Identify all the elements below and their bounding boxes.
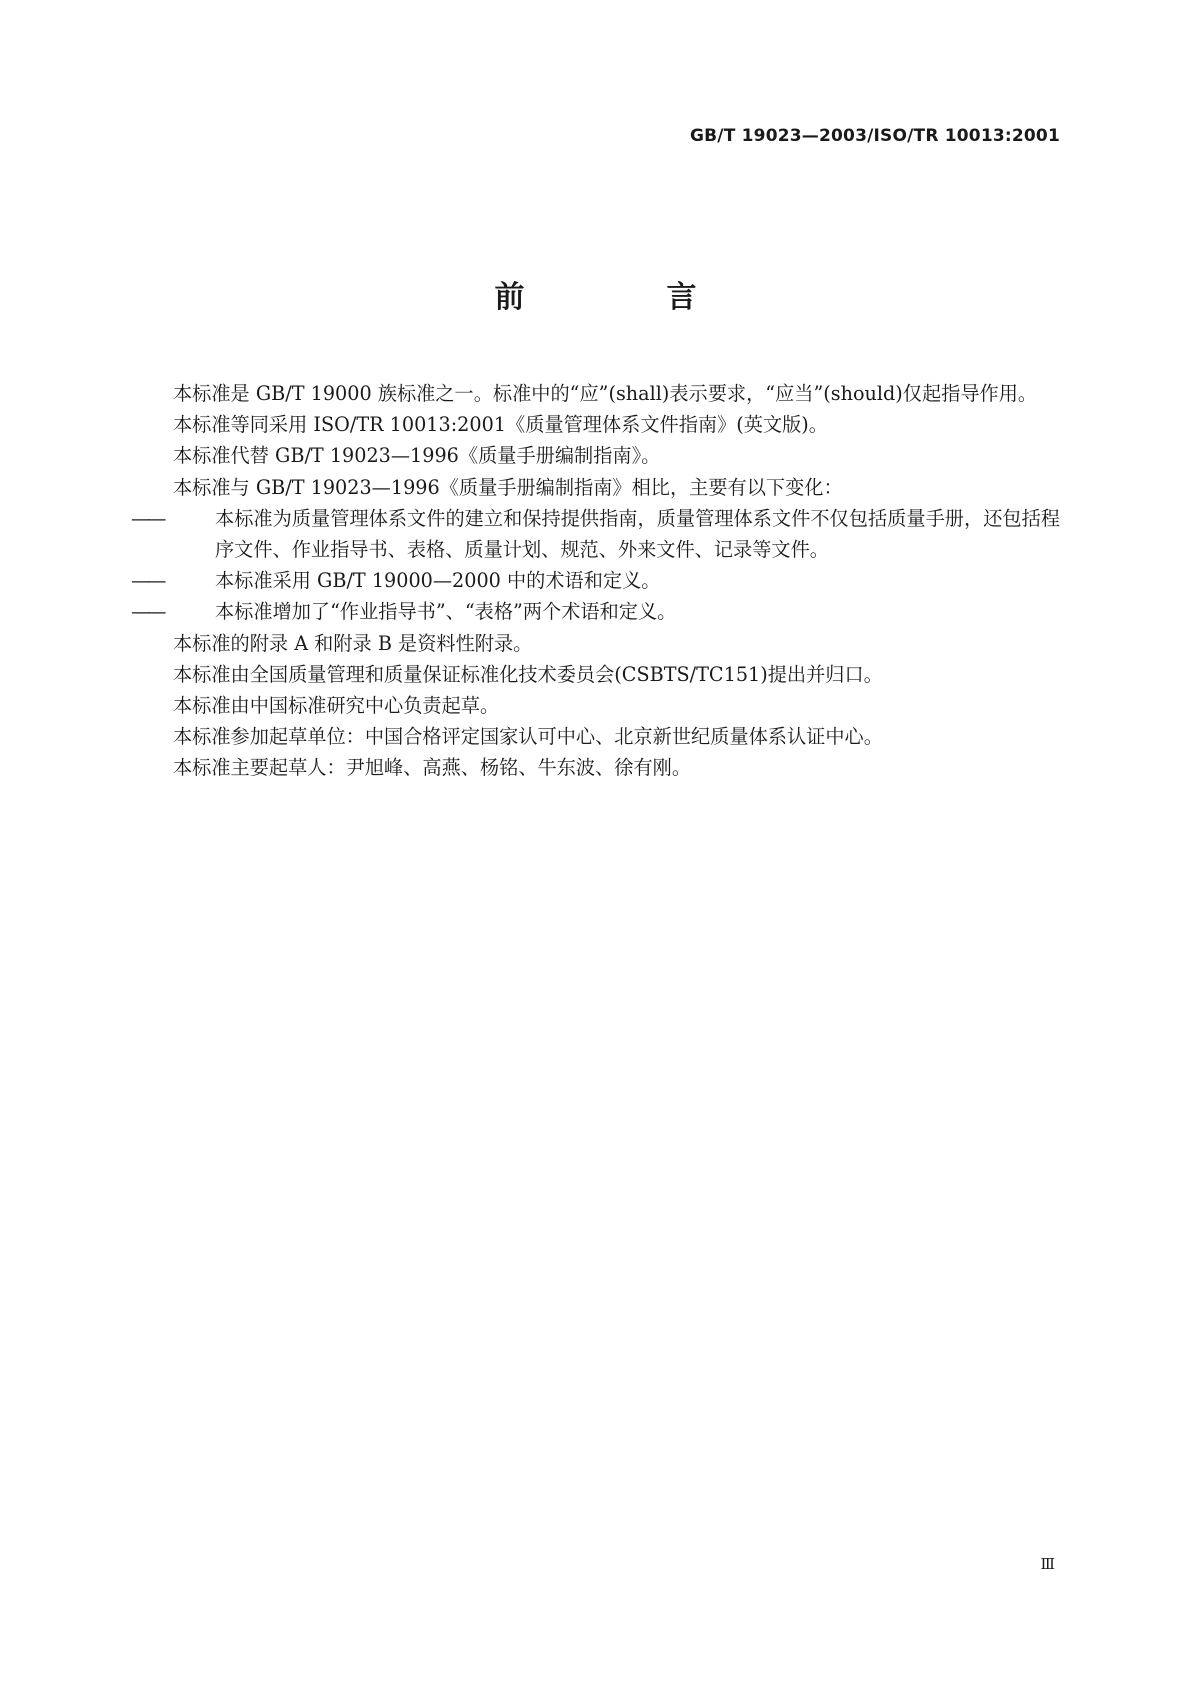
page-title: 前 言 (494, 280, 753, 315)
change-text: 本标准增加了“作业指导书”、“表格”两个术语和定义。 (215, 600, 677, 624)
paragraph-replacement: 本标准代替 GB/T 19023—1996《质量手册编制指南》。 (173, 444, 661, 468)
dash-marker: —— (131, 569, 164, 593)
dash-marker: —— (131, 506, 164, 530)
change-text: 本标准为质量管理体系文件的建立和保持提供指南，质量管理体系文件不仅包括质量手册，还包括程序文件、作业指导书、表格、质量计划、规范、外来文件、记录等文件。 (215, 506, 1060, 562)
paragraph-drafter: 本标准由中国标准研究中心负责起草。 (173, 694, 500, 718)
paragraph-changes-intro: 本标准与 GB/T 19023—1996《质量手册编制指南》相比，主要有以下变化： (173, 475, 843, 499)
paragraph-scope: 本标准是 GB/T 19000 族标准之一。标准中的“应”(shall)表示要求，“应当”(should)仅起指导作用。 (173, 382, 1038, 405)
foreword-body (131, 378, 1060, 784)
paragraph-annexes: 本标准的附录 A 和附录 B 是资料性附录。 (173, 631, 533, 655)
change-item (131, 596, 1060, 627)
paragraph-authors: 本标准主要起草人：尹旭峰、高燕、杨铭、牛东波、徐有刚。 (173, 756, 692, 780)
dash-marker: —— (131, 600, 164, 624)
standard-code-header: GB/T 19023—2003/ISO/TR 10013:2001 (690, 126, 1060, 146)
change-item (131, 565, 1060, 596)
change-text: 本标准采用 GB/T 19000—2000 中的术语和定义。 (215, 569, 661, 593)
paragraph-adoption: 本标准等同采用 ISO/TR 10013:2001《质量管理体系文件指南》(英文版)。 (173, 413, 828, 437)
paragraph-proposer: 本标准由全国质量管理和质量保证标准化技术委员会(CSBTS/TC151)提出并归口。 (173, 662, 883, 686)
paragraph-participants: 本标准参加起草单位：中国合格评定国家认可中心、北京新世纪质量体系认证中心。 (173, 725, 883, 749)
page-number: Ⅲ (1040, 1555, 1055, 1573)
change-item (131, 503, 1060, 565)
